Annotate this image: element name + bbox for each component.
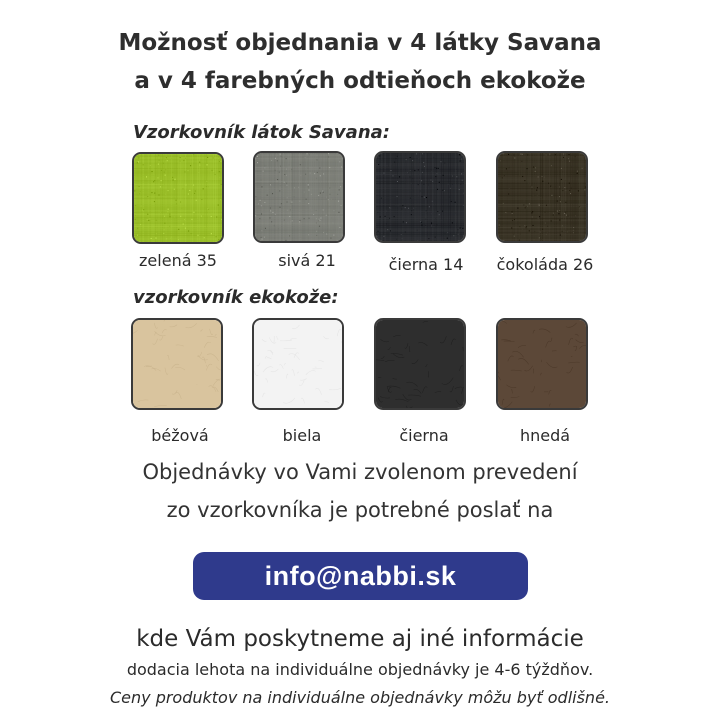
leather-texture-beige bbox=[133, 320, 221, 408]
headline-line-2: a v 4 farebných odtieňoch ekokože bbox=[134, 68, 586, 94]
order-text-line-1: Objednávky vo Vami zvolenom prevedení bbox=[142, 460, 578, 484]
leather-swatch-black[interactable] bbox=[374, 318, 466, 410]
leather-swatch-label-beige: béžová bbox=[151, 426, 209, 445]
fabric-swatch-chocolate[interactable] bbox=[496, 151, 588, 243]
footer-main-text: kde Vám poskytneme aj iné informácie bbox=[136, 626, 584, 652]
fabric-swatch-grey[interactable] bbox=[253, 151, 345, 243]
fabric-swatch-label-grey: sivá 21 bbox=[278, 251, 336, 270]
leather-swatch-label-black: čierna bbox=[399, 426, 449, 445]
fabric-section-label: Vzorkovník látok Savana: bbox=[133, 122, 390, 143]
fabric-swatch-label-black: čierna 14 bbox=[388, 255, 464, 274]
leather-texture-brown bbox=[498, 320, 586, 408]
leather-section-label: vzorkovník ekokože: bbox=[133, 287, 339, 308]
fabric-swatch-black[interactable] bbox=[374, 151, 466, 243]
fabric-swatch-label-green: zelená 35 bbox=[139, 251, 217, 270]
leather-swatch-label-brown: hnedá bbox=[519, 426, 571, 445]
leather-swatch-label-white: biela bbox=[282, 426, 322, 445]
leather-texture-white bbox=[254, 320, 342, 408]
fabric-texture-chocolate bbox=[498, 153, 586, 241]
email-label: info@nabbi.sk bbox=[264, 560, 457, 591]
fabric-swatch-green[interactable] bbox=[132, 152, 224, 244]
leather-swatch-beige[interactable] bbox=[131, 318, 223, 410]
fabric-texture-green bbox=[134, 154, 222, 242]
fabric-texture-black bbox=[376, 153, 464, 241]
fabric-swatch-label-chocolate: čokoláda 26 bbox=[496, 255, 594, 274]
footer-delivery-text: dodacia lehota na individuálne objednávky je 4-6 týždňov. bbox=[126, 660, 594, 679]
footer-prices-text: Ceny produktov na individuálne objednávky môžu byť odlišné. bbox=[109, 688, 610, 707]
leather-texture-black bbox=[376, 320, 464, 408]
fabric-texture-grey bbox=[255, 153, 343, 241]
leather-swatch-brown[interactable] bbox=[496, 318, 588, 410]
leather-swatch-white[interactable] bbox=[252, 318, 344, 410]
order-text-line-2: zo vzorkovníka je potrebné poslať na bbox=[166, 498, 554, 522]
headline-line-1: Možnosť objednania v 4 látky Savana bbox=[118, 30, 602, 56]
email-button[interactable] bbox=[193, 552, 528, 600]
